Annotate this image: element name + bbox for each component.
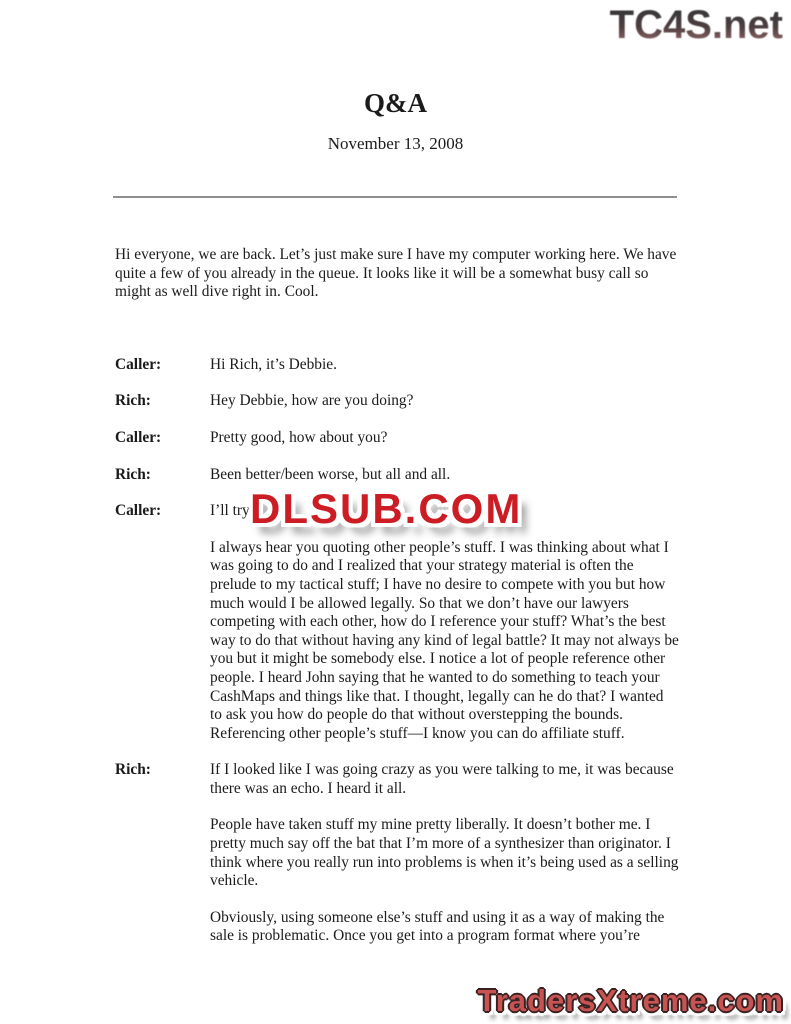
turn-paragraph: Pretty good, how about you?	[210, 428, 388, 446]
dialog-turn	[115, 429, 679, 448]
tc4s-logo: TC4S.net	[609, 3, 783, 47]
turn-paragraph: Obviously, using someone else’s stuff and using it as a way of making the sale is problematic. Once you get into a program format where you’re	[210, 908, 665, 945]
obscured-line-visible-text: I’ll try a	[210, 502, 261, 520]
turn-text	[210, 429, 679, 448]
turn-paragraph: Been better/been worse, but all and all.	[210, 465, 451, 483]
speaker-label: Caller:	[115, 428, 162, 446]
tradersxtreme-logo: TradersXtreme.com	[477, 983, 784, 1018]
turn-text	[210, 356, 679, 375]
turn-paragraph: Hi Rich, it’s Debbie.	[210, 355, 337, 373]
page-title: Q&A	[364, 88, 427, 118]
turn-paragraph: Hey Debbie, how are you doing?	[210, 392, 414, 410]
turn-text	[210, 485, 679, 743]
turn-paragraph: People have taken stuff my mine pretty liberally. It doesn’t bother me. I pretty much say off the bat that I’m more of a synthesizer than originator. I think where you really run into problems is when it’s being used as a selling vehicle.	[210, 816, 679, 890]
document-date: November 13, 2008	[327, 134, 464, 153]
horizontal-rule	[113, 196, 677, 198]
dialog-turn	[115, 485, 679, 743]
transcript	[115, 246, 679, 964]
turn-text	[210, 392, 679, 411]
dlsub-watermark: DLSUB.COM	[250, 485, 523, 533]
speaker-label: Caller:	[115, 502, 162, 520]
turn-text	[210, 761, 679, 946]
turn-paragraph-obscured	[210, 485, 679, 533]
speaker-label: Rich:	[115, 465, 151, 483]
intro-paragraph: Hi everyone, we are back. Let’s just make sure I have my computer working here. We have quite a few of you already in the queue. It looks like it will be a somewhat busy call so might as well dive right in. Cool.	[115, 246, 677, 301]
turn-paragraph: If I looked like I was going crazy as you were talking to me, it was because there was an echo. I heard it all.	[210, 761, 674, 797]
speaker-label: Caller:	[115, 355, 162, 373]
dialog-turn	[115, 392, 679, 411]
speaker-label: Rich:	[115, 392, 151, 410]
dialog-turn	[115, 356, 679, 375]
dialog-turn	[115, 761, 679, 946]
speaker-label: Rich:	[115, 761, 151, 779]
turn-text	[210, 466, 679, 485]
dialog-turn	[115, 466, 679, 485]
turn-paragraph: I always hear you quoting other people’s stuff. I was thinking about what I was going to do and I realized that your strategy material is often the prelude to my tactical stuff; I have no desire to compete with you but how much would I be allowed legally. So that we don’t have our lawyers competing with each other, how do I reference your stuff? What’s the best way to do that without having any kind of legal battle? It may not always be you but it might be somebody else. I notice a lot of people reference other people. I heard John saying that he wanted to do something to teach your CashMaps and things like that. I thought, legally can he do that? I wanted to ask you how do people do that without overstepping the bounds. Referencing other people’s stuff—I know you can do affiliate stuff.	[210, 538, 679, 742]
